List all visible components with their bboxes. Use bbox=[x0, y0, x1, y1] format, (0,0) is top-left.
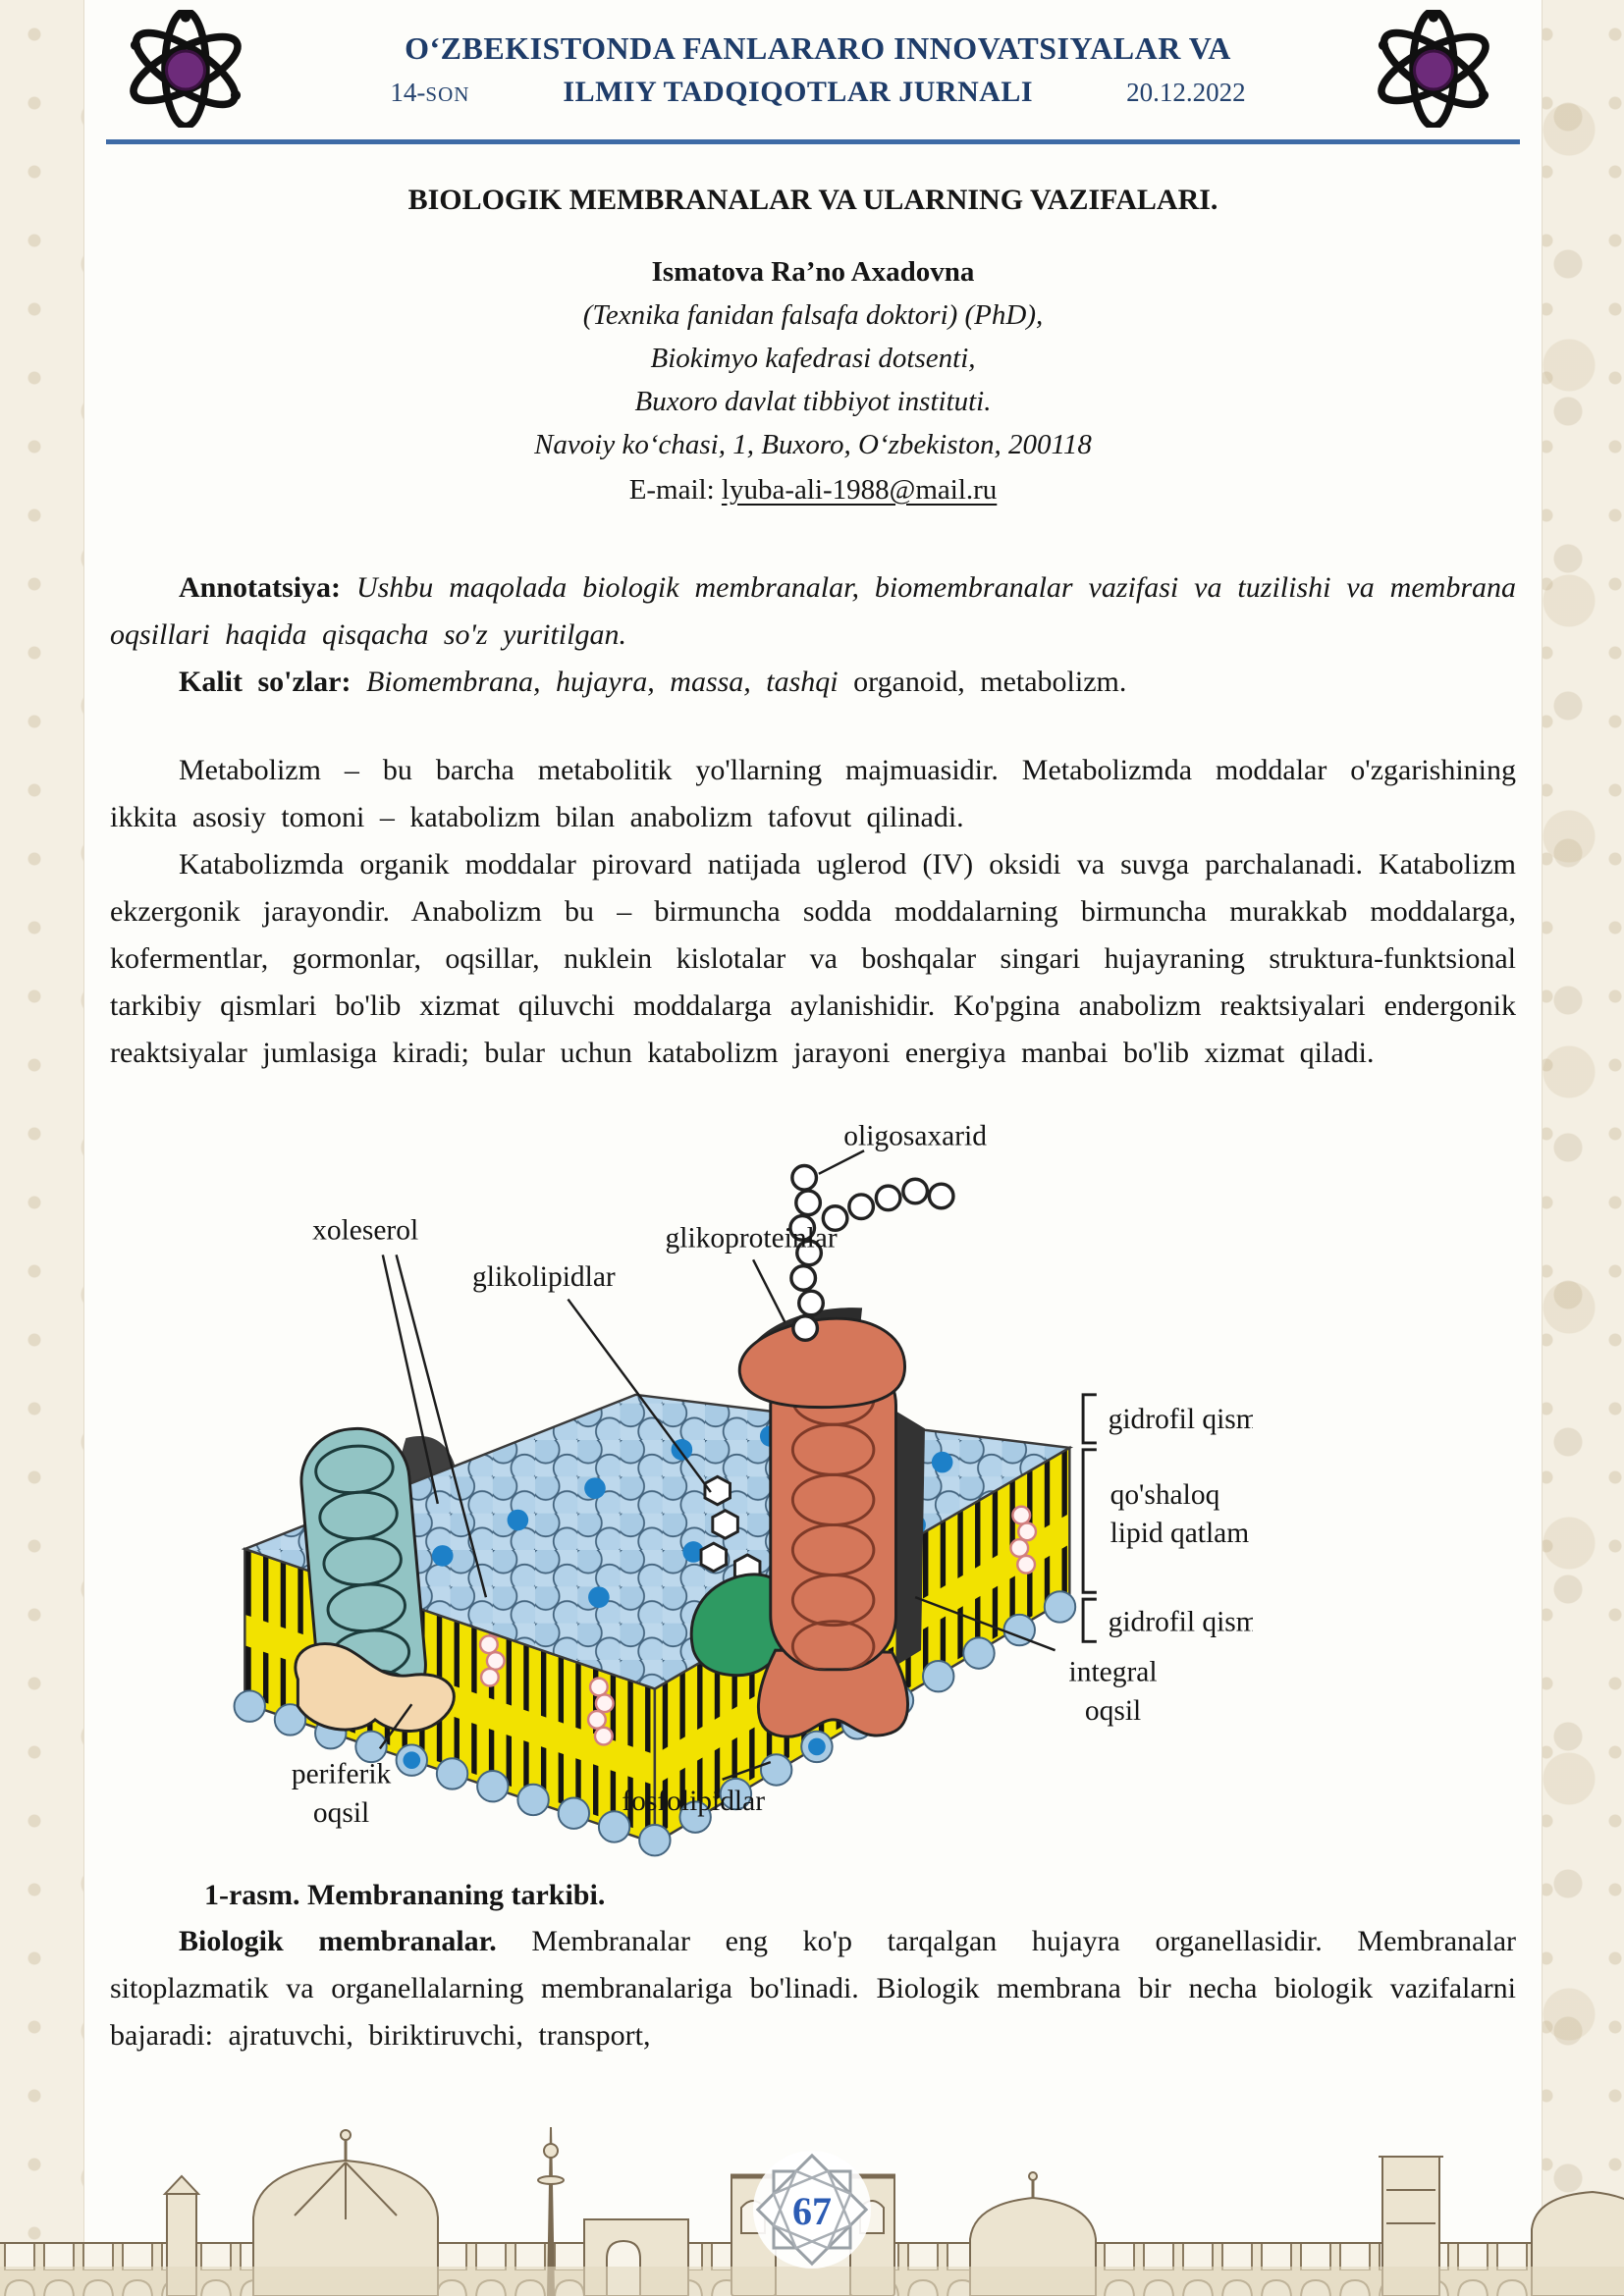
figure-label-gidrofil-top: gidrofil qism bbox=[1108, 1404, 1253, 1436]
page-content bbox=[84, 0, 1542, 2296]
paragraph-catabolism: Katabolizmda organik moddalar pirovard natijada uglerod (IV) oksidi va suvga parchalanadi. Katabolizm ekzergonik jarayondir. Anabolizm bu – birmuncha sodda moddalarning birmuncha murakkab moddalarga, kofermentlar, gormonlar, oqsillar, nuklein kislotalar va boshqalar singari hujayraning struktura-funktsional tarkibiy qismlari bo'lib xizmat qiluvchi moddalarga aylanishidir. Ko'pgina anabolizm reaktsiyalari endergonik reaktsiyalar jumlasiga kiradi; bular uchun katabolizm jarayoni energiya manbai bo'lib xizmat qiladi. bbox=[110, 848, 1516, 1069]
author-block bbox=[84, 250, 1542, 511]
figure-label-qoshaloq-1: qo'shaloq bbox=[1110, 1478, 1220, 1511]
journal-title-line1: OʻZBEKISTONDA FANLARARO INNOVATSIYALAR VA bbox=[405, 30, 1231, 66]
author-address: Navoiy koʻchasi, 1, Buxoro, Oʻzbekiston, 200118 bbox=[534, 429, 1092, 460]
figure-label-glikolipidlar: glikolipidlar bbox=[472, 1260, 616, 1293]
membrane-diagram bbox=[153, 1110, 1253, 1862]
paragraph-metabolism: Metabolizm – bu barcha metabolitik yo'llarning majmuasidir. Metabolizmda moddalar o'zgarishining ikkita asosiy tomoni – katabolizm bilan anabolizm tafovut qilinadi. bbox=[110, 754, 1516, 833]
figure-label-periferik-1: periferik bbox=[291, 1758, 392, 1790]
paragraph-membranes-rest: Membranalar eng ko'p tarqalgan hujayra organellasidir. Membranalar sitoplazmatik va organellalarning membranalariga bo'linadi. Biologik membrana bir necha biologik vazifalarni bajaradi: ajratuvchi, biriktiruvchi, transport, bbox=[110, 1925, 1517, 2053]
journal-title-line2: ILMIY TADQIQOTLAR JURNALI bbox=[563, 76, 1034, 108]
figure-label-integral-1: integral bbox=[1068, 1656, 1158, 1688]
paragraph-membranes-lead: Biologik membranalar. bbox=[179, 1925, 532, 1958]
paragraph-membranes bbox=[110, 1918, 1516, 2059]
header-rule bbox=[106, 139, 1520, 144]
email-link[interactable]: lyuba-ali-1988@mail.ru bbox=[721, 474, 998, 506]
abstract-label: Annotatsiya: bbox=[179, 571, 356, 604]
issue-date: 20.12.2022 bbox=[1126, 78, 1246, 107]
issue-number: 14-SON bbox=[390, 78, 470, 107]
figure-label-oligosaxarid: oligosaxarid bbox=[843, 1120, 987, 1152]
figure-label-qoshaloq-2: lipid qatlam bbox=[1110, 1518, 1250, 1550]
layer-brackets bbox=[1083, 1395, 1097, 1642]
email-label: E-mail: bbox=[628, 474, 722, 506]
keywords-paragraph bbox=[110, 659, 1516, 706]
figure-label-fosfolipidlar: fosfolipidlar bbox=[622, 1786, 766, 1818]
figure-label-gidrofil-bottom: gidrofil qism bbox=[1108, 1606, 1253, 1638]
email-line bbox=[84, 468, 1542, 511]
figure-label-periferik-2: oqsil bbox=[312, 1797, 370, 1830]
figure-label-integral-2: oqsil bbox=[1084, 1694, 1142, 1727]
figure-caption: 1-rasm. Membrananing tarkibi. bbox=[204, 1879, 606, 1912]
article-title: BIOLOGIK MEMBRANALAR VA ULARNING VAZIFALARI. bbox=[407, 184, 1218, 216]
article-body bbox=[110, 564, 1516, 2059]
author-name: Ismatova Ra’no Axadovna bbox=[651, 256, 975, 288]
page-number: 67 bbox=[792, 2189, 832, 2233]
author-institution: Buxoro davlat tibbiyot instituti. bbox=[634, 386, 992, 417]
atom-logo-right-icon bbox=[1356, 10, 1511, 128]
author-degree: (Texnika fanidan falsafa doktori) (PhD), bbox=[582, 299, 1044, 331]
keywords-italic: Biomembrana, hujayra, massa, tashqi bbox=[365, 666, 839, 698]
abstract-text: Ushbu maqolada biologik membranalar, biomembranalar vazifasi va tuzilishi va membrana oqsillari haqida qisqacha so'z yuritilgan. bbox=[110, 571, 1516, 651]
figure-label-xoleserol: xoleserol bbox=[312, 1214, 419, 1247]
keywords-rest: organoid, metabolizm. bbox=[838, 666, 1127, 698]
figure-label-glikoproteinlar: glikoproteinlar bbox=[665, 1222, 838, 1255]
figure-membrane bbox=[153, 1110, 1253, 1867]
journal-masthead bbox=[280, 28, 1356, 109]
author-position: Biokimyo kafedrasi dotsenti, bbox=[650, 343, 976, 374]
atom-logo-left-icon bbox=[108, 10, 263, 128]
keywords-label: Kalit so'zlar: bbox=[179, 666, 366, 698]
journal-header bbox=[84, 0, 1542, 128]
abstract-paragraph bbox=[110, 564, 1516, 659]
